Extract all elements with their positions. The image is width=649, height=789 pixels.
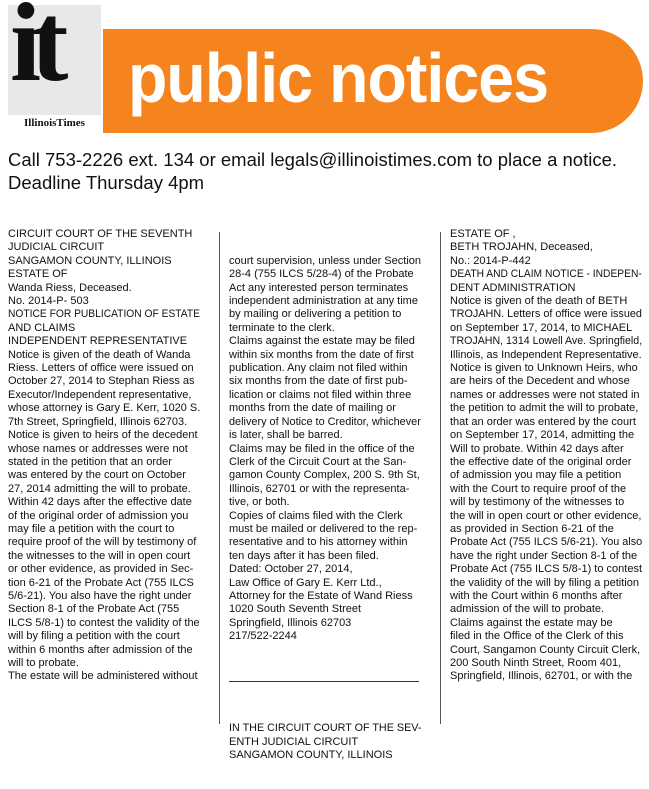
notice-column-1 bbox=[8, 228, 203, 684]
notice-text-line: ten days after it has been filed. bbox=[229, 549, 379, 562]
logo-caption: IllinoisTimes bbox=[24, 117, 85, 129]
notice-text-line: of admission you may file a petition bbox=[450, 469, 622, 482]
contact-info bbox=[8, 148, 644, 194]
notice-text-line: filed in the Office of the Clerk of this bbox=[450, 630, 624, 643]
notice-text-line: 5/6-21). You also have the right under bbox=[8, 589, 192, 602]
notice-text-line: 217/522-2244 bbox=[229, 630, 297, 643]
notice-text-line: independent administration at any time bbox=[229, 295, 418, 308]
notice-text-line: No.: 2014-P-442 bbox=[450, 254, 531, 267]
notice-text-line: Probate Act (755 ILCS 5/6-21). You also bbox=[450, 536, 643, 549]
notice-text-line: the will in open court or other evidence, bbox=[450, 509, 642, 522]
notice-text-line: tive, or both. bbox=[229, 496, 290, 509]
notice-text-line: ESTATE OF bbox=[8, 268, 68, 281]
notice-text-line: months from the date of mailing or bbox=[229, 402, 396, 415]
notice-text-line: BETH TROJAHN, Deceased, bbox=[450, 241, 593, 254]
page-title: public notices bbox=[128, 39, 549, 117]
notice-text-line: is later, shall be barred. bbox=[229, 429, 343, 442]
notice-text-line: whose attorney is Gary E. Kerr, 1020 S. bbox=[8, 402, 201, 415]
contact-line-phone-email: Call 753-2226 ext. 134 or email legals@illinoistimes.com to place a notice. bbox=[8, 149, 618, 170]
notice-text-line: stated in the petition that an order bbox=[8, 455, 172, 468]
notice-text-line: Copies of claims filed with the Clerk bbox=[229, 509, 403, 522]
notice-text-line: may file a petition with the court to bbox=[8, 522, 175, 535]
notice-text-line: or other evidence, as provided in Sec- bbox=[8, 563, 194, 576]
notice-text-line: the validity of the will by filing a petition bbox=[450, 576, 639, 589]
notice-text-line: Within 42 days after the effective date bbox=[8, 496, 192, 509]
notice-text-line: Probate Act (755 ILCS 5/8-1) to contest bbox=[450, 563, 642, 576]
notice-text-line: Executor/Independent representative, bbox=[8, 388, 192, 401]
notice-column-2 bbox=[229, 228, 424, 789]
notice-text-line: Notice is given of the death of BETH bbox=[450, 295, 628, 308]
notice-text-line: tion 6-21 of the Probate Act (755 ILCS bbox=[8, 576, 194, 589]
notice-text-line: Springfield, Illinois 62703 bbox=[229, 616, 352, 629]
notice-text-line: ILCS 5/8-1) to contest the validity of the bbox=[8, 616, 200, 629]
notice-text-line: NOTICE FOR PUBLICATION OF ESTATE bbox=[8, 308, 200, 321]
notice-separator bbox=[229, 681, 419, 682]
notice-text-line: Illinois, 62701 or with the representa- bbox=[229, 482, 410, 495]
notice-text-line: the witnesses to the will in open court bbox=[8, 549, 191, 562]
notice-text-line: Clerk of the Circuit Court at the San- bbox=[229, 455, 407, 468]
notice-text-line: Will to probate. Within 42 days after bbox=[450, 442, 624, 455]
contact-line-deadline: Deadline Thursday 4pm bbox=[8, 172, 205, 193]
notice-text-line: with the Court within 6 months after bbox=[450, 589, 623, 602]
notice-text-line: publication. Any claim not filed within bbox=[229, 362, 408, 375]
notice-text-line: Notice is given to heirs of the decedent bbox=[8, 429, 198, 442]
notice-text-line: whose names or addresses were not bbox=[8, 442, 188, 455]
notice-text-line: Attorney for the Estate of Wand Riess bbox=[229, 589, 413, 602]
notice-text-line: on September 17, 2014, admitting the bbox=[450, 429, 635, 442]
notice-text-line: the effective date of the original order bbox=[450, 455, 632, 468]
notice-text-line: terminate to the clerk. bbox=[229, 321, 335, 334]
notice-text-line: INDEPENDENT REPRESENTATIVE bbox=[8, 335, 188, 348]
notice-text-line: SANGAMON COUNTY, ILLINOIS bbox=[8, 254, 172, 267]
notice-text-line: have the right under Section 8-1 of the bbox=[450, 549, 638, 562]
notice-text-line: Wanda Riess, Deceased. bbox=[8, 281, 132, 294]
notice-text-line: Act any interested person terminates bbox=[229, 281, 409, 294]
notice-text-line: Dated: October 27, 2014, bbox=[229, 563, 353, 576]
notice-text-line: names or addresses were not stated in bbox=[450, 388, 640, 401]
notice-text-line: 200 South Ninth Street, Room 401, bbox=[450, 657, 622, 669]
notice-text-line: Law Office of Gary E. Kerr Ltd., bbox=[229, 576, 382, 589]
notice-text-line: TROJAHN, 1314 Lowell Ave. Springfield, bbox=[450, 335, 643, 348]
notice-text-line: DENT ADMINISTRATION bbox=[450, 281, 576, 294]
notice-text-line: six months from the date of first pub- bbox=[229, 375, 408, 388]
notice-text-line: with the Court to require proof of the bbox=[450, 482, 627, 495]
notice-text-line: as provided in Section 6-21 of the bbox=[450, 522, 614, 535]
notice-text-line: CIRCUIT COURT OF THE SEVENTH bbox=[8, 228, 193, 240]
notice-text-line: DEATH AND CLAIM NOTICE - INDEPEN- bbox=[450, 268, 642, 281]
notice-text-line: will by testimony of the witnesses to bbox=[450, 496, 625, 509]
notice-text-line: resentative and to his attorney within bbox=[229, 536, 408, 549]
notice-columns bbox=[8, 228, 644, 762]
notice-text-line: JUDICIAL CIRCUIT bbox=[8, 241, 105, 254]
notice-text-line: Notice is given to Unknown Heirs, who bbox=[450, 362, 638, 375]
notice-text-line: of the original order of admission you bbox=[8, 509, 189, 522]
notice-text-line: will by filing a petition with the court bbox=[8, 630, 180, 643]
column-divider bbox=[219, 232, 220, 724]
notice-text-line: 27, 2014 admitting the will to probate. bbox=[8, 482, 191, 495]
notice-text-line: No. 2014-P- 503 bbox=[8, 295, 89, 308]
notice-text-line: within 6 months after admission of the bbox=[8, 643, 193, 656]
notice-text-line: IN THE CIRCUIT COURT OF THE SEV- bbox=[229, 722, 422, 735]
notice-text-line: by mailing or delivering a petition to bbox=[229, 308, 402, 321]
notice-text-line: October 27, 2014 to Stephan Riess as bbox=[8, 375, 195, 388]
notice-text-line: ENTH JUDICIAL CIRCUIT bbox=[229, 735, 359, 748]
notice-text-line: 1020 South Seventh Street bbox=[229, 603, 362, 616]
notice-text-line: admission of the will to probate. bbox=[450, 603, 605, 616]
notice-text-line: Claims may be filed in the office of the bbox=[229, 442, 415, 455]
notice-text-line: will to probate. bbox=[8, 657, 79, 669]
notice-text-line: lication or claims not filed within three bbox=[229, 388, 412, 401]
notice-text-line: that an order was entered by the court bbox=[450, 415, 636, 428]
notice-text-line: SANGAMON COUNTY, ILLINOIS bbox=[229, 749, 393, 762]
notice-text-line: delivery of Notice to Creditor, whichever bbox=[229, 415, 421, 428]
notice-text-line: The estate will be administered without bbox=[8, 670, 198, 683]
notice-text-line: Springfield, Illinois, 62701, or with the bbox=[450, 670, 633, 683]
notice-text-line: gamon County Complex, 200 S. 9th St, bbox=[229, 469, 420, 482]
notice-text-line: on September 17, 2014, to MICHAEL bbox=[450, 321, 633, 334]
notice-text-line: court supervision, unless under Section bbox=[229, 254, 421, 267]
notice-text-line: 28-4 (755 ILCS 5/28-4) of the Probate bbox=[229, 268, 414, 281]
notice-text-line: Section 8-1 of the Probate Act (755 bbox=[8, 603, 180, 616]
notice-text-line: within six months from the date of first bbox=[229, 348, 414, 361]
notice-text-line: TROJAHN. Letters of office were issued bbox=[450, 308, 642, 321]
notice-text-line: must be mailed or delivered to the rep- bbox=[229, 522, 418, 535]
masthead bbox=[8, 0, 644, 133]
notice-text-line: Illinois, as Independent Representative. bbox=[450, 348, 642, 361]
notice-text-line: require proof of the will by testimony of bbox=[8, 536, 197, 549]
column-divider bbox=[440, 232, 441, 724]
notice-text-line: AND CLAIMS bbox=[8, 321, 76, 334]
notice-text-line: Court, Sangamon County Circuit Clerk, bbox=[450, 643, 641, 656]
notice-text-line: Claims against the estate may be bbox=[450, 616, 613, 629]
notice-text-line: are heirs of the Decedent and whose bbox=[450, 375, 630, 388]
notice-text-line: Riess. Letters of office were issued on bbox=[8, 362, 194, 375]
notice-column-3 bbox=[450, 228, 645, 684]
notice-text-line: the petition to admit the will to probate, bbox=[450, 402, 639, 415]
notice-text-line: 7th Street, Springfield, Illinois 62703. bbox=[8, 415, 188, 428]
illinois-times-logo bbox=[8, 0, 101, 133]
notice-text-line: ESTATE OF , bbox=[450, 228, 516, 240]
notice-text-line: Claims against the estate may be filed bbox=[229, 335, 415, 348]
notice-text-line: Notice is given of the death of Wanda bbox=[8, 348, 191, 361]
notice-text-line: was entered by the court on October bbox=[8, 469, 186, 482]
logo-letters: it bbox=[10, 0, 59, 105]
